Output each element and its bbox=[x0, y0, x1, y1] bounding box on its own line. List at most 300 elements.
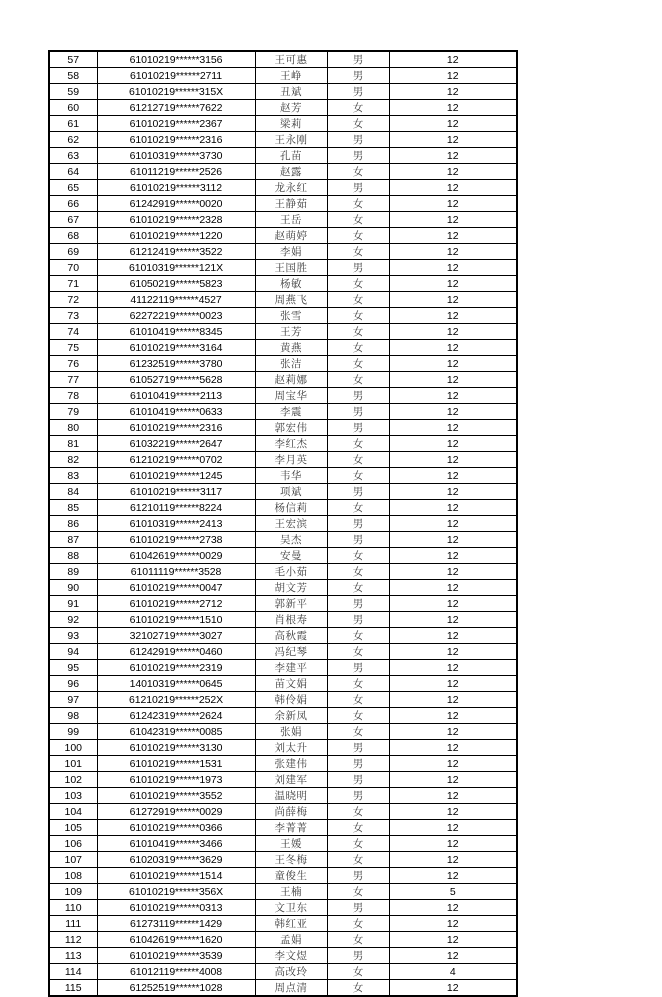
cell-name: 余新凤 bbox=[255, 708, 327, 724]
cell-sequence-number: 65 bbox=[49, 180, 97, 196]
table-row[interactable] bbox=[49, 340, 517, 356]
table-row[interactable] bbox=[49, 580, 517, 596]
cell-gender: 女 bbox=[327, 852, 389, 868]
cell-id-number: 61042619******0029 bbox=[97, 548, 255, 564]
cell-gender: 男 bbox=[327, 756, 389, 772]
table-row[interactable] bbox=[49, 260, 517, 276]
cell-gender: 男 bbox=[327, 180, 389, 196]
cell-name: 胡文芳 bbox=[255, 580, 327, 596]
cell-id-number: 61210119******8224 bbox=[97, 500, 255, 516]
cell-months: 12 bbox=[389, 452, 517, 468]
cell-gender: 女 bbox=[327, 820, 389, 836]
table-row[interactable] bbox=[49, 612, 517, 628]
table-row[interactable] bbox=[49, 68, 517, 84]
table-row[interactable] bbox=[49, 51, 517, 68]
cell-id-number: 61010219******3552 bbox=[97, 788, 255, 804]
table-row[interactable] bbox=[49, 228, 517, 244]
cell-sequence-number: 111 bbox=[49, 916, 97, 932]
cell-name: 王宏滨 bbox=[255, 516, 327, 532]
cell-months: 12 bbox=[389, 900, 517, 916]
table-row[interactable] bbox=[49, 868, 517, 884]
table-row[interactable] bbox=[49, 852, 517, 868]
cell-months: 12 bbox=[389, 260, 517, 276]
table-row[interactable] bbox=[49, 980, 517, 997]
cell-id-number: 61210219******0702 bbox=[97, 452, 255, 468]
cell-sequence-number: 105 bbox=[49, 820, 97, 836]
table-row[interactable] bbox=[49, 820, 517, 836]
cell-months: 12 bbox=[389, 724, 517, 740]
table-row[interactable] bbox=[49, 932, 517, 948]
cell-sequence-number: 86 bbox=[49, 516, 97, 532]
table-row[interactable] bbox=[49, 900, 517, 916]
cell-name: 龙永红 bbox=[255, 180, 327, 196]
cell-months: 12 bbox=[389, 628, 517, 644]
cell-id-number: 61050219******5823 bbox=[97, 276, 255, 292]
table-row[interactable] bbox=[49, 404, 517, 420]
table-row[interactable] bbox=[49, 916, 517, 932]
cell-sequence-number: 69 bbox=[49, 244, 97, 260]
cell-months: 12 bbox=[389, 68, 517, 84]
cell-months: 12 bbox=[389, 244, 517, 260]
cell-months: 12 bbox=[389, 372, 517, 388]
cell-id-number: 61010219******3156 bbox=[97, 51, 255, 68]
cell-sequence-number: 71 bbox=[49, 276, 97, 292]
cell-id-number: 61011219******2526 bbox=[97, 164, 255, 180]
cell-months: 12 bbox=[389, 836, 517, 852]
roster-table bbox=[48, 50, 518, 997]
table-row[interactable] bbox=[49, 772, 517, 788]
cell-months: 12 bbox=[389, 468, 517, 484]
cell-gender: 女 bbox=[327, 116, 389, 132]
cell-months: 12 bbox=[389, 356, 517, 372]
cell-sequence-number: 84 bbox=[49, 484, 97, 500]
cell-name: 韩红亚 bbox=[255, 916, 327, 932]
cell-gender: 女 bbox=[327, 228, 389, 244]
cell-months: 12 bbox=[389, 580, 517, 596]
cell-name: 王芳 bbox=[255, 324, 327, 340]
cell-id-number: 61010219******2711 bbox=[97, 68, 255, 84]
table-row[interactable] bbox=[49, 356, 517, 372]
cell-name: 张建伟 bbox=[255, 756, 327, 772]
table-row[interactable] bbox=[49, 500, 517, 516]
cell-gender: 男 bbox=[327, 148, 389, 164]
cell-gender: 女 bbox=[327, 436, 389, 452]
cell-months: 12 bbox=[389, 772, 517, 788]
cell-months: 12 bbox=[389, 948, 517, 964]
cell-months: 12 bbox=[389, 84, 517, 100]
cell-months: 12 bbox=[389, 596, 517, 612]
table-row[interactable] bbox=[49, 452, 517, 468]
cell-sequence-number: 62 bbox=[49, 132, 97, 148]
cell-id-number: 61212719******7622 bbox=[97, 100, 255, 116]
cell-gender: 男 bbox=[327, 68, 389, 84]
cell-gender: 男 bbox=[327, 51, 389, 68]
table-row[interactable] bbox=[49, 548, 517, 564]
cell-sequence-number: 91 bbox=[49, 596, 97, 612]
cell-name: 周点清 bbox=[255, 980, 327, 997]
cell-name: 孔苗 bbox=[255, 148, 327, 164]
table-row[interactable] bbox=[49, 244, 517, 260]
cell-sequence-number: 72 bbox=[49, 292, 97, 308]
cell-months: 12 bbox=[389, 676, 517, 692]
cell-gender: 女 bbox=[327, 644, 389, 660]
cell-id-number: 61010219******2712 bbox=[97, 596, 255, 612]
cell-name: 王冬梅 bbox=[255, 852, 327, 868]
table-row[interactable] bbox=[49, 468, 517, 484]
cell-name: 李震 bbox=[255, 404, 327, 420]
table-row[interactable] bbox=[49, 692, 517, 708]
table-row[interactable] bbox=[49, 516, 517, 532]
cell-id-number: 61042619******1620 bbox=[97, 932, 255, 948]
table-row[interactable] bbox=[49, 948, 517, 964]
cell-id-number: 41122119******4527 bbox=[97, 292, 255, 308]
cell-sequence-number: 102 bbox=[49, 772, 97, 788]
cell-months: 12 bbox=[389, 708, 517, 724]
cell-months: 12 bbox=[389, 516, 517, 532]
cell-id-number: 61012119******4008 bbox=[97, 964, 255, 980]
cell-name: 郭宏伟 bbox=[255, 420, 327, 436]
cell-months: 12 bbox=[389, 116, 517, 132]
cell-gender: 女 bbox=[327, 980, 389, 997]
table-row[interactable] bbox=[49, 388, 517, 404]
cell-gender: 女 bbox=[327, 804, 389, 820]
table-row[interactable] bbox=[49, 292, 517, 308]
cell-sequence-number: 88 bbox=[49, 548, 97, 564]
cell-gender: 男 bbox=[327, 84, 389, 100]
cell-name: 王静茹 bbox=[255, 196, 327, 212]
cell-sequence-number: 77 bbox=[49, 372, 97, 388]
cell-gender: 男 bbox=[327, 868, 389, 884]
cell-id-number: 62272219******0023 bbox=[97, 308, 255, 324]
cell-sequence-number: 90 bbox=[49, 580, 97, 596]
cell-name: 郭新平 bbox=[255, 596, 327, 612]
cell-gender: 女 bbox=[327, 340, 389, 356]
cell-gender: 男 bbox=[327, 420, 389, 436]
cell-sequence-number: 87 bbox=[49, 532, 97, 548]
cell-id-number: 61010219******3117 bbox=[97, 484, 255, 500]
table-row[interactable] bbox=[49, 644, 517, 660]
cell-id-number: 61010319******3730 bbox=[97, 148, 255, 164]
cell-id-number: 61010219******1514 bbox=[97, 868, 255, 884]
cell-sequence-number: 82 bbox=[49, 452, 97, 468]
cell-months: 12 bbox=[389, 404, 517, 420]
cell-id-number: 61011119******3528 bbox=[97, 564, 255, 580]
cell-id-number: 61010419******2113 bbox=[97, 388, 255, 404]
table-row[interactable] bbox=[49, 324, 517, 340]
cell-months: 12 bbox=[389, 756, 517, 772]
cell-sequence-number: 67 bbox=[49, 212, 97, 228]
cell-id-number: 61010219******2738 bbox=[97, 532, 255, 548]
cell-gender: 男 bbox=[327, 132, 389, 148]
table-row[interactable] bbox=[49, 420, 517, 436]
cell-sequence-number: 113 bbox=[49, 948, 97, 964]
cell-name: 王楠 bbox=[255, 884, 327, 900]
cell-gender: 女 bbox=[327, 676, 389, 692]
cell-name: 周宝华 bbox=[255, 388, 327, 404]
cell-gender: 男 bbox=[327, 740, 389, 756]
table-row[interactable] bbox=[49, 836, 517, 852]
table-row[interactable] bbox=[49, 164, 517, 180]
cell-gender: 女 bbox=[327, 324, 389, 340]
cell-gender: 男 bbox=[327, 596, 389, 612]
cell-months: 12 bbox=[389, 340, 517, 356]
table-row[interactable] bbox=[49, 756, 517, 772]
cell-gender: 女 bbox=[327, 100, 389, 116]
table-row[interactable] bbox=[49, 116, 517, 132]
cell-sequence-number: 106 bbox=[49, 836, 97, 852]
cell-id-number: 14010319******0645 bbox=[97, 676, 255, 692]
cell-id-number: 61010219******356X bbox=[97, 884, 255, 900]
cell-name: 尚薛梅 bbox=[255, 804, 327, 820]
cell-id-number: 61010419******3466 bbox=[97, 836, 255, 852]
table-row[interactable] bbox=[49, 660, 517, 676]
cell-months: 12 bbox=[389, 436, 517, 452]
table-row[interactable] bbox=[49, 884, 517, 900]
cell-gender: 女 bbox=[327, 292, 389, 308]
table-row[interactable] bbox=[49, 804, 517, 820]
cell-id-number: 61010219******2367 bbox=[97, 116, 255, 132]
cell-gender: 女 bbox=[327, 916, 389, 932]
cell-sequence-number: 101 bbox=[49, 756, 97, 772]
cell-sequence-number: 59 bbox=[49, 84, 97, 100]
cell-id-number: 61242319******2624 bbox=[97, 708, 255, 724]
cell-gender: 男 bbox=[327, 516, 389, 532]
table-row[interactable] bbox=[49, 676, 517, 692]
table-row[interactable] bbox=[49, 196, 517, 212]
cell-gender: 女 bbox=[327, 212, 389, 228]
cell-sequence-number: 64 bbox=[49, 164, 97, 180]
cell-gender: 男 bbox=[327, 612, 389, 628]
cell-name: 毛小茹 bbox=[255, 564, 327, 580]
cell-months: 12 bbox=[389, 692, 517, 708]
cell-name: 黄燕 bbox=[255, 340, 327, 356]
cell-gender: 女 bbox=[327, 564, 389, 580]
table-row[interactable] bbox=[49, 724, 517, 740]
cell-sequence-number: 94 bbox=[49, 644, 97, 660]
table-row[interactable] bbox=[49, 532, 517, 548]
cell-id-number: 32102719******3027 bbox=[97, 628, 255, 644]
cell-gender: 男 bbox=[327, 404, 389, 420]
cell-sequence-number: 104 bbox=[49, 804, 97, 820]
cell-sequence-number: 98 bbox=[49, 708, 97, 724]
cell-id-number: 61042319******0085 bbox=[97, 724, 255, 740]
cell-id-number: 61010219******2319 bbox=[97, 660, 255, 676]
cell-sequence-number: 85 bbox=[49, 500, 97, 516]
cell-name: 高改玲 bbox=[255, 964, 327, 980]
cell-sequence-number: 112 bbox=[49, 932, 97, 948]
cell-months: 12 bbox=[389, 916, 517, 932]
cell-name: 杨敏 bbox=[255, 276, 327, 292]
cell-sequence-number: 76 bbox=[49, 356, 97, 372]
table-row[interactable] bbox=[49, 964, 517, 980]
cell-months: 12 bbox=[389, 324, 517, 340]
cell-months: 12 bbox=[389, 484, 517, 500]
cell-name: 李菁菁 bbox=[255, 820, 327, 836]
cell-name: 周燕飞 bbox=[255, 292, 327, 308]
cell-gender: 女 bbox=[327, 372, 389, 388]
cell-id-number: 61010219******1510 bbox=[97, 612, 255, 628]
cell-sequence-number: 96 bbox=[49, 676, 97, 692]
cell-gender: 男 bbox=[327, 660, 389, 676]
cell-months: 12 bbox=[389, 660, 517, 676]
cell-months: 12 bbox=[389, 532, 517, 548]
cell-gender: 女 bbox=[327, 884, 389, 900]
table-row[interactable] bbox=[49, 788, 517, 804]
table-row[interactable] bbox=[49, 628, 517, 644]
cell-months: 4 bbox=[389, 964, 517, 980]
cell-gender: 男 bbox=[327, 484, 389, 500]
cell-gender: 女 bbox=[327, 452, 389, 468]
cell-gender: 男 bbox=[327, 788, 389, 804]
cell-name: 梁莉 bbox=[255, 116, 327, 132]
cell-sequence-number: 99 bbox=[49, 724, 97, 740]
cell-months: 12 bbox=[389, 148, 517, 164]
cell-sequence-number: 100 bbox=[49, 740, 97, 756]
cell-sequence-number: 68 bbox=[49, 228, 97, 244]
cell-sequence-number: 81 bbox=[49, 436, 97, 452]
cell-gender: 女 bbox=[327, 628, 389, 644]
cell-id-number: 61010219******3112 bbox=[97, 180, 255, 196]
cell-sequence-number: 75 bbox=[49, 340, 97, 356]
table-row[interactable] bbox=[49, 484, 517, 500]
cell-months: 12 bbox=[389, 932, 517, 948]
cell-name: 李红杰 bbox=[255, 436, 327, 452]
cell-gender: 女 bbox=[327, 500, 389, 516]
cell-sequence-number: 79 bbox=[49, 404, 97, 420]
cell-id-number: 61010219******315X bbox=[97, 84, 255, 100]
cell-gender: 男 bbox=[327, 900, 389, 916]
cell-name: 王永刚 bbox=[255, 132, 327, 148]
cell-gender: 女 bbox=[327, 692, 389, 708]
cell-months: 12 bbox=[389, 564, 517, 580]
cell-months: 12 bbox=[389, 164, 517, 180]
table-row[interactable] bbox=[49, 564, 517, 580]
cell-id-number: 61032219******2647 bbox=[97, 436, 255, 452]
cell-name: 赵露 bbox=[255, 164, 327, 180]
cell-id-number: 61010219******1531 bbox=[97, 756, 255, 772]
cell-name: 刘太升 bbox=[255, 740, 327, 756]
cell-gender: 女 bbox=[327, 308, 389, 324]
cell-months: 12 bbox=[389, 420, 517, 436]
cell-months: 12 bbox=[389, 548, 517, 564]
table-row[interactable] bbox=[49, 180, 517, 196]
cell-sequence-number: 114 bbox=[49, 964, 97, 980]
cell-name: 肖根寿 bbox=[255, 612, 327, 628]
cell-name: 王国胜 bbox=[255, 260, 327, 276]
cell-name: 李月英 bbox=[255, 452, 327, 468]
cell-id-number: 61242919******0460 bbox=[97, 644, 255, 660]
cell-sequence-number: 93 bbox=[49, 628, 97, 644]
cell-months: 12 bbox=[389, 100, 517, 116]
cell-name: 项斌 bbox=[255, 484, 327, 500]
cell-gender: 女 bbox=[327, 932, 389, 948]
cell-id-number: 61020319******3629 bbox=[97, 852, 255, 868]
cell-months: 12 bbox=[389, 788, 517, 804]
cell-sequence-number: 61 bbox=[49, 116, 97, 132]
cell-name: 苗文娟 bbox=[255, 676, 327, 692]
table-row[interactable] bbox=[49, 276, 517, 292]
cell-name: 文卫东 bbox=[255, 900, 327, 916]
cell-name: 李文煜 bbox=[255, 948, 327, 964]
cell-id-number: 61010419******8345 bbox=[97, 324, 255, 340]
cell-sequence-number: 97 bbox=[49, 692, 97, 708]
cell-sequence-number: 83 bbox=[49, 468, 97, 484]
cell-sequence-number: 74 bbox=[49, 324, 97, 340]
cell-sequence-number: 78 bbox=[49, 388, 97, 404]
cell-gender: 男 bbox=[327, 532, 389, 548]
cell-name: 李建平 bbox=[255, 660, 327, 676]
cell-id-number: 61010219******2316 bbox=[97, 132, 255, 148]
table-row[interactable] bbox=[49, 740, 517, 756]
cell-name: 丑斌 bbox=[255, 84, 327, 100]
cell-gender: 女 bbox=[327, 708, 389, 724]
cell-name: 刘建军 bbox=[255, 772, 327, 788]
cell-id-number: 61010219******0047 bbox=[97, 580, 255, 596]
cell-months: 12 bbox=[389, 132, 517, 148]
cell-id-number: 61010219******1973 bbox=[97, 772, 255, 788]
cell-months: 12 bbox=[389, 292, 517, 308]
cell-gender: 女 bbox=[327, 356, 389, 372]
cell-months: 12 bbox=[389, 500, 517, 516]
table-row[interactable] bbox=[49, 436, 517, 452]
cell-months: 12 bbox=[389, 51, 517, 68]
cell-months: 12 bbox=[389, 180, 517, 196]
cell-name: 温晓明 bbox=[255, 788, 327, 804]
cell-id-number: 61010219******0313 bbox=[97, 900, 255, 916]
cell-name: 张娟 bbox=[255, 724, 327, 740]
cell-sequence-number: 107 bbox=[49, 852, 97, 868]
cell-id-number: 61010219******3539 bbox=[97, 948, 255, 964]
table-row[interactable] bbox=[49, 212, 517, 228]
cell-id-number: 61232519******3780 bbox=[97, 356, 255, 372]
cell-name: 王峥 bbox=[255, 68, 327, 84]
cell-id-number: 61252519******1028 bbox=[97, 980, 255, 997]
table-row[interactable] bbox=[49, 372, 517, 388]
cell-id-number: 61010419******0633 bbox=[97, 404, 255, 420]
cell-id-number: 61010219******1245 bbox=[97, 468, 255, 484]
cell-months: 12 bbox=[389, 804, 517, 820]
cell-months: 12 bbox=[389, 820, 517, 836]
table-row[interactable] bbox=[49, 596, 517, 612]
cell-months: 12 bbox=[389, 212, 517, 228]
cell-sequence-number: 80 bbox=[49, 420, 97, 436]
cell-months: 12 bbox=[389, 196, 517, 212]
table-row[interactable] bbox=[49, 148, 517, 164]
cell-gender: 女 bbox=[327, 468, 389, 484]
cell-gender: 女 bbox=[327, 196, 389, 212]
cell-months: 12 bbox=[389, 228, 517, 244]
cell-id-number: 61272919******0029 bbox=[97, 804, 255, 820]
cell-gender: 女 bbox=[327, 580, 389, 596]
cell-months: 12 bbox=[389, 980, 517, 997]
cell-months: 12 bbox=[389, 852, 517, 868]
table-row[interactable] bbox=[49, 100, 517, 116]
cell-months: 12 bbox=[389, 388, 517, 404]
cell-sequence-number: 73 bbox=[49, 308, 97, 324]
table-row[interactable] bbox=[49, 132, 517, 148]
table-row[interactable] bbox=[49, 308, 517, 324]
cell-sequence-number: 58 bbox=[49, 68, 97, 84]
cell-gender: 女 bbox=[327, 164, 389, 180]
cell-sequence-number: 60 bbox=[49, 100, 97, 116]
cell-id-number: 61052719******5628 bbox=[97, 372, 255, 388]
table-row[interactable] bbox=[49, 708, 517, 724]
cell-months: 12 bbox=[389, 308, 517, 324]
table-row[interactable] bbox=[49, 84, 517, 100]
cell-gender: 女 bbox=[327, 244, 389, 260]
cell-id-number: 61273119******1429 bbox=[97, 916, 255, 932]
cell-id-number: 61010219******2316 bbox=[97, 420, 255, 436]
